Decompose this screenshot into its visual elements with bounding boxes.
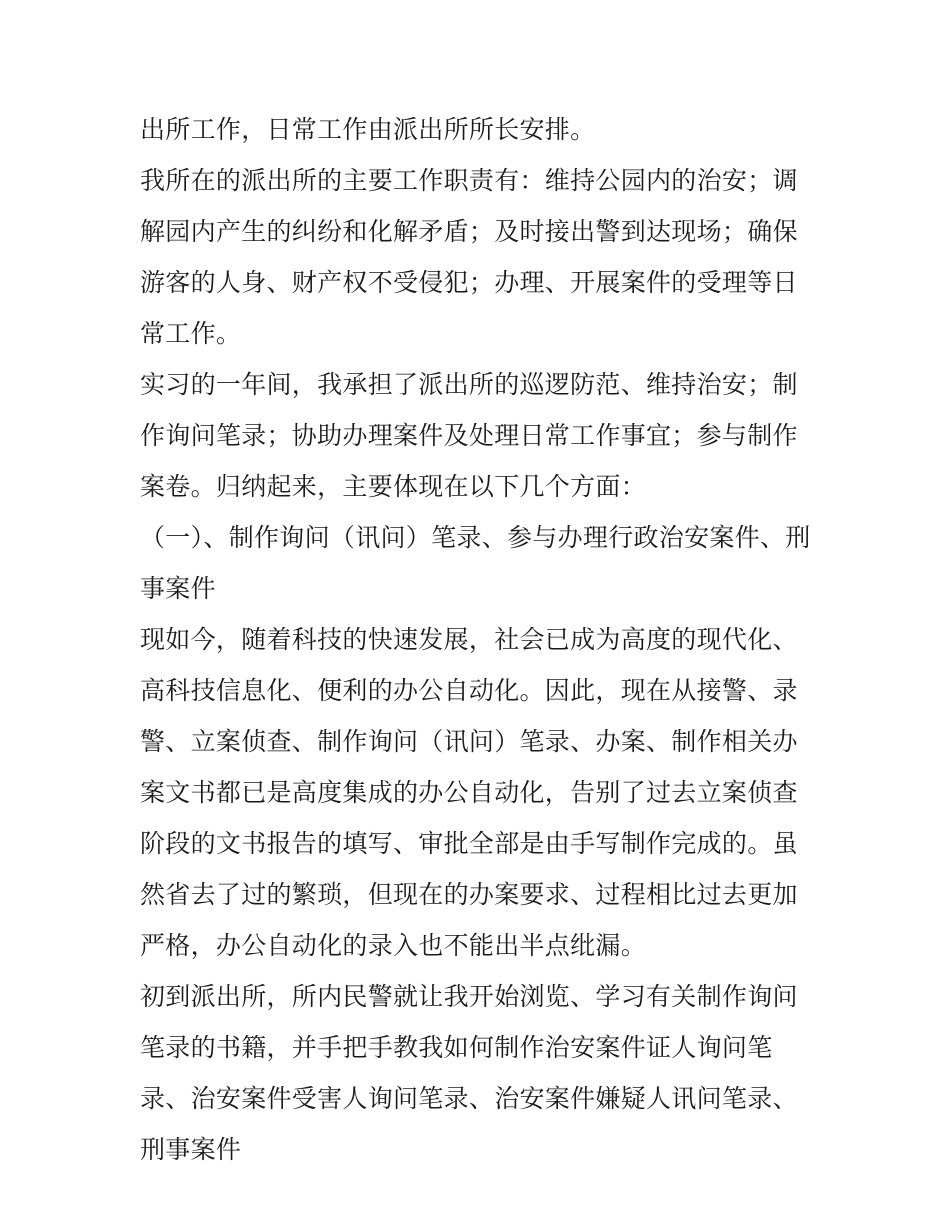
paragraph-4: 现如今，随着科技的快速发展，社会已成为高度的现代化、高科技信息化、便利的办公自动化。因此，现在从接警、录警、立案侦查、制作询问（讯问）笔录、办案、制作相关办案文书都已是高度集成的办公自动化，告别了过去立案侦查阶段的文书报告的填写、审批全部是由手写制作完成的。虽然省去了过的繁琐，但现在的办案要求、过程相比过去更加严格，办公自动化的录入也不能出半点纰漏。: [140, 625, 798, 960]
paragraph-5: 初到派出所，所内民警就让我开始浏览、学习有关制作询问笔录的书籍，并手把手教我如何制作治安案件证人询问笔录、治安案件受害人询问笔录、治安案件嫌疑人讯问笔录、刑事案件: [140, 982, 798, 1164]
document-body: [140, 104, 820, 1175]
section-heading: （一）、制作询问（讯问）笔录、参与办理行政治安案件、刑事案件: [140, 523, 811, 603]
paragraph-2: 我所在的派出所的主要工作职责有：维持公园内的治安；调解园内产生的纠纷和化解矛盾；及时接出警到达现场；确保游客的人身、财产权不受侵犯；办理、开展案件的受理等日常工作。: [140, 166, 798, 348]
paragraph-3: 实习的一年间，我承担了派出所的巡逻防范、维持治安；制作询问笔录；协助办理案件及处理日常工作事宜；参与制作案卷。归纳起来，主要体现在以下几个方面：: [140, 370, 798, 501]
paragraph-1: 出所工作，日常工作由派出所所长安排。: [140, 115, 596, 144]
